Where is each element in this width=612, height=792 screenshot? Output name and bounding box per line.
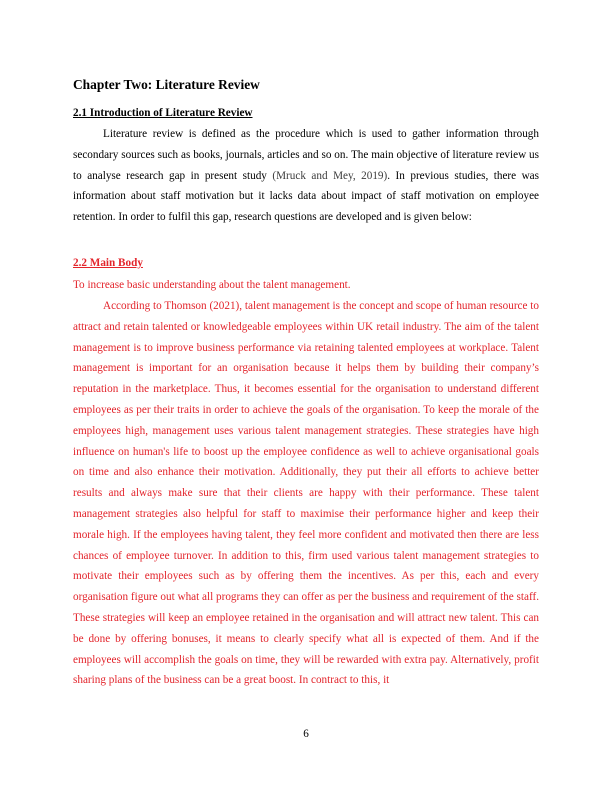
main-body-intro-line: To increase basic understanding about the talent management.	[73, 279, 351, 291]
main-body-paragraph: According to Thomson (2021), talent management is the concept and scope of human resource to attract and retain talented or knowledgeable employees within UK retail industry. The aim of the talent management is to improve business performance via retaining talented employees at workplace. Talent management is important for an organisation because it helps them by building their company’s reputation in the marketplace. Thus, it becomes essential for the organisation to understand different employees as per their traits in order to achieve the goals of the organisation. To keep the morale of the employees high, management uses various talent management strategies. These strategies have high influence on human's life to boost up the employee confidence as well to achieve organisational goals on time and also enhance their motivation. Additionally, they put their all efforts to achieve better results and always make sure that their clients are happy with their performance. These talent management strategies also helpful for staff to maximise their performance higher and keep their morale high. If the employees having talent, they feel more confident and motivated then there are less chances of employee turnover. In addition to this, firm used various talent management strategies to motivate their employees such as by offering them the incentives. As per this, each and every organisation figure out what all programs they can offer as per the business and requirement of the staff. These strategies will keep an employee retained in the organisation and will attract new talent. This can be done by offering bonuses, it means to clearly specify what all is expected of them. And if the employees will accomplish the goals on time, they will be rewarded with extra pay. Alternatively, profit sharing plans of the business can be a great boost. In contract to this, it	[73, 300, 540, 687]
introduction-text-start: Literature review is defined as the procedure which is used to gather information through secondary sources such as books, journals, articles and so on. The main objective of literature review us to analyse research gap in present study	[73, 128, 539, 182]
introduction-paragraph	[73, 124, 539, 228]
introduction-text-end: . In previous studies, there was information about staff motivation but it lacks data about impact of staff motivation on employee retention. In order to fulfil this gap, research questions are developed and is given below:	[73, 169, 539, 224]
chapter-title: Chapter Two: Literature Review	[73, 77, 260, 92]
section-heading-introduction: 2.1 Introduction of Literature Review	[73, 107, 253, 119]
page-number: 6	[303, 728, 309, 740]
section-heading-main-body: 2.2 Main Body	[73, 257, 143, 269]
citation: (Mruck and Mey, 2019)	[272, 169, 388, 182]
